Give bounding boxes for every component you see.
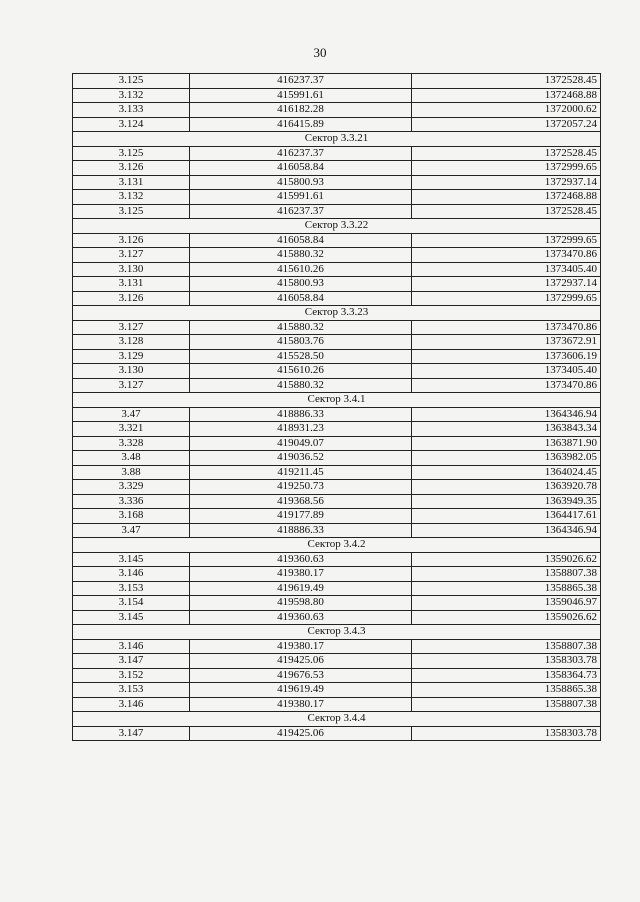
x-coordinate-cell: 416058.84: [190, 233, 412, 248]
y-coordinate-cell: 1358364.73: [412, 668, 601, 683]
table-row: [73, 654, 601, 669]
table-row: [73, 523, 601, 538]
x-coordinate-cell: 416058.84: [190, 291, 412, 306]
point-number-cell: 3.48: [73, 451, 190, 466]
x-coordinate-cell: 419619.49: [190, 683, 412, 698]
y-coordinate-cell: 1373405.40: [412, 262, 601, 277]
point-number-cell: 3.154: [73, 596, 190, 611]
x-coordinate-cell: 419598.80: [190, 596, 412, 611]
y-coordinate-cell: 1373470.86: [412, 248, 601, 263]
point-number-cell: 3.133: [73, 103, 190, 118]
x-coordinate-cell: 415800.93: [190, 277, 412, 292]
y-coordinate-cell: 1358303.78: [412, 726, 601, 741]
x-coordinate-cell: 419250.73: [190, 480, 412, 495]
y-coordinate-cell: 1363920.78: [412, 480, 601, 495]
x-coordinate-cell: 416058.84: [190, 161, 412, 176]
point-number-cell: 3.146: [73, 567, 190, 582]
point-number-cell: 3.131: [73, 277, 190, 292]
x-coordinate-cell: 415991.61: [190, 88, 412, 103]
x-coordinate-cell: 419177.89: [190, 509, 412, 524]
x-coordinate-cell: 419425.06: [190, 654, 412, 669]
page-number: 30: [313, 45, 327, 60]
table-row: [73, 726, 601, 741]
y-coordinate-cell: 1372999.65: [412, 291, 601, 306]
point-number-cell: 3.147: [73, 726, 190, 741]
point-number-cell: 3.127: [73, 248, 190, 263]
point-number-cell: 3.329: [73, 480, 190, 495]
x-coordinate-cell: 415528.50: [190, 349, 412, 364]
table-row: [73, 291, 601, 306]
table-row: [73, 146, 601, 161]
y-coordinate-cell: 1359026.62: [412, 610, 601, 625]
x-coordinate-cell: 416415.89: [190, 117, 412, 132]
sector-title: Сектор 3.3.22: [73, 219, 601, 234]
x-coordinate-cell: 419380.17: [190, 697, 412, 712]
y-coordinate-cell: 1372468.88: [412, 88, 601, 103]
point-number-cell: 3.47: [73, 523, 190, 538]
y-coordinate-cell: 1372528.45: [412, 146, 601, 161]
y-coordinate-cell: 1358807.38: [412, 697, 601, 712]
x-coordinate-cell: 418886.33: [190, 523, 412, 538]
point-number-cell: 3.153: [73, 683, 190, 698]
table-row: [73, 248, 601, 263]
point-number-cell: 3.125: [73, 204, 190, 219]
y-coordinate-cell: 1358807.38: [412, 639, 601, 654]
table-row: [73, 407, 601, 422]
table-row: [73, 320, 601, 335]
x-coordinate-cell: 419368.56: [190, 494, 412, 509]
table-row: [73, 88, 601, 103]
x-coordinate-cell: 415880.32: [190, 320, 412, 335]
table-row: [73, 697, 601, 712]
x-coordinate-cell: 418886.33: [190, 407, 412, 422]
table-row: [73, 233, 601, 248]
table-row: [73, 639, 601, 654]
table-row: [73, 610, 601, 625]
table-row: [73, 567, 601, 582]
point-number-cell: 3.126: [73, 291, 190, 306]
point-number-cell: 3.130: [73, 262, 190, 277]
x-coordinate-cell: 415880.32: [190, 248, 412, 263]
point-number-cell: 3.145: [73, 610, 190, 625]
y-coordinate-cell: 1372937.14: [412, 277, 601, 292]
point-number-cell: 3.127: [73, 320, 190, 335]
point-number-cell: 3.132: [73, 190, 190, 205]
point-number-cell: 3.153: [73, 581, 190, 596]
y-coordinate-cell: 1372528.45: [412, 74, 601, 89]
table-row: [73, 364, 601, 379]
y-coordinate-cell: 1372999.65: [412, 161, 601, 176]
y-coordinate-cell: 1363949.35: [412, 494, 601, 509]
y-coordinate-cell: 1372999.65: [412, 233, 601, 248]
point-number-cell: 3.147: [73, 654, 190, 669]
x-coordinate-cell: 419036.52: [190, 451, 412, 466]
table-row: [73, 74, 601, 89]
point-number-cell: 3.152: [73, 668, 190, 683]
table-row: [73, 349, 601, 364]
y-coordinate-cell: 1363871.90: [412, 436, 601, 451]
y-coordinate-cell: 1359046.97: [412, 596, 601, 611]
sector-header-row: [73, 306, 601, 321]
x-coordinate-cell: 416237.37: [190, 74, 412, 89]
y-coordinate-cell: 1364346.94: [412, 523, 601, 538]
x-coordinate-cell: 419380.17: [190, 567, 412, 582]
y-coordinate-cell: 1359026.62: [412, 552, 601, 567]
y-coordinate-cell: 1364024.45: [412, 465, 601, 480]
table-row: [73, 436, 601, 451]
x-coordinate-cell: 419049.07: [190, 436, 412, 451]
y-coordinate-cell: 1358865.38: [412, 581, 601, 596]
table-row: [73, 509, 601, 524]
sector-title: Сектор 3.4.3: [73, 625, 601, 640]
x-coordinate-cell: 419211.45: [190, 465, 412, 480]
point-number-cell: 3.88: [73, 465, 190, 480]
x-coordinate-cell: 419676.53: [190, 668, 412, 683]
sector-header-row: [73, 393, 601, 408]
table-row: [73, 175, 601, 190]
sector-title: Сектор 3.3.21: [73, 132, 601, 147]
y-coordinate-cell: 1363843.34: [412, 422, 601, 437]
table-row: [73, 494, 601, 509]
y-coordinate-cell: 1364346.94: [412, 407, 601, 422]
sector-title: Сектор 3.4.2: [73, 538, 601, 553]
x-coordinate-cell: 419360.63: [190, 552, 412, 567]
sector-title: Сектор 3.4.4: [73, 712, 601, 727]
table-row: [73, 161, 601, 176]
table-row: [73, 204, 601, 219]
x-coordinate-cell: 416237.37: [190, 204, 412, 219]
sector-header-row: [73, 625, 601, 640]
sector-header-row: [73, 219, 601, 234]
x-coordinate-cell: 415610.26: [190, 364, 412, 379]
sector-header-row: [73, 132, 601, 147]
y-coordinate-cell: 1372468.88: [412, 190, 601, 205]
table-row: [73, 596, 601, 611]
table-row: [73, 683, 601, 698]
sector-title: Сектор 3.3.23: [73, 306, 601, 321]
sector-header-row: [73, 538, 601, 553]
point-number-cell: 3.336: [73, 494, 190, 509]
x-coordinate-cell: 415991.61: [190, 190, 412, 205]
table-row: [73, 190, 601, 205]
x-coordinate-cell: 419360.63: [190, 610, 412, 625]
x-coordinate-cell: 416182.28: [190, 103, 412, 118]
y-coordinate-cell: 1363982.05: [412, 451, 601, 466]
table-row: [73, 451, 601, 466]
table-row: [73, 335, 601, 350]
point-number-cell: 3.126: [73, 161, 190, 176]
y-coordinate-cell: 1373606.19: [412, 349, 601, 364]
point-number-cell: 3.146: [73, 639, 190, 654]
table-row: [73, 581, 601, 596]
y-coordinate-cell: 1372937.14: [412, 175, 601, 190]
y-coordinate-cell: 1373672.91: [412, 335, 601, 350]
sector-header-row: [73, 712, 601, 727]
point-number-cell: 3.125: [73, 74, 190, 89]
table-row: [73, 378, 601, 393]
point-number-cell: 3.126: [73, 233, 190, 248]
y-coordinate-cell: 1372000.62: [412, 103, 601, 118]
x-coordinate-cell: 418931.23: [190, 422, 412, 437]
y-coordinate-cell: 1358865.38: [412, 683, 601, 698]
table-row: [73, 480, 601, 495]
point-number-cell: 3.130: [73, 364, 190, 379]
point-number-cell: 3.127: [73, 378, 190, 393]
point-number-cell: 3.125: [73, 146, 190, 161]
x-coordinate-cell: 419619.49: [190, 581, 412, 596]
point-number-cell: 3.129: [73, 349, 190, 364]
point-number-cell: 3.131: [73, 175, 190, 190]
point-number-cell: 3.321: [73, 422, 190, 437]
sector-title: Сектор 3.4.1: [73, 393, 601, 408]
point-number-cell: 3.132: [73, 88, 190, 103]
table-row: [73, 465, 601, 480]
point-number-cell: 3.128: [73, 335, 190, 350]
table-row: [73, 117, 601, 132]
coordinates-table: [72, 73, 601, 741]
y-coordinate-cell: 1373470.86: [412, 320, 601, 335]
y-coordinate-cell: 1372528.45: [412, 204, 601, 219]
y-coordinate-cell: 1373470.86: [412, 378, 601, 393]
table-row: [73, 103, 601, 118]
table-row: [73, 668, 601, 683]
x-coordinate-cell: 415880.32: [190, 378, 412, 393]
table-row: [73, 422, 601, 437]
table-row: [73, 277, 601, 292]
y-coordinate-cell: 1358303.78: [412, 654, 601, 669]
table-row: [73, 262, 601, 277]
coordinates-table-body: [73, 74, 601, 741]
x-coordinate-cell: 415610.26: [190, 262, 412, 277]
x-coordinate-cell: 415803.76: [190, 335, 412, 350]
x-coordinate-cell: 419425.06: [190, 726, 412, 741]
point-number-cell: 3.124: [73, 117, 190, 132]
y-coordinate-cell: 1373405.40: [412, 364, 601, 379]
x-coordinate-cell: 419380.17: [190, 639, 412, 654]
y-coordinate-cell: 1372057.24: [412, 117, 601, 132]
x-coordinate-cell: 415800.93: [190, 175, 412, 190]
table-row: [73, 552, 601, 567]
y-coordinate-cell: 1364417.61: [412, 509, 601, 524]
point-number-cell: 3.168: [73, 509, 190, 524]
y-coordinate-cell: 1358807.38: [412, 567, 601, 582]
point-number-cell: 3.328: [73, 436, 190, 451]
point-number-cell: 3.145: [73, 552, 190, 567]
x-coordinate-cell: 416237.37: [190, 146, 412, 161]
point-number-cell: 3.146: [73, 697, 190, 712]
point-number-cell: 3.47: [73, 407, 190, 422]
